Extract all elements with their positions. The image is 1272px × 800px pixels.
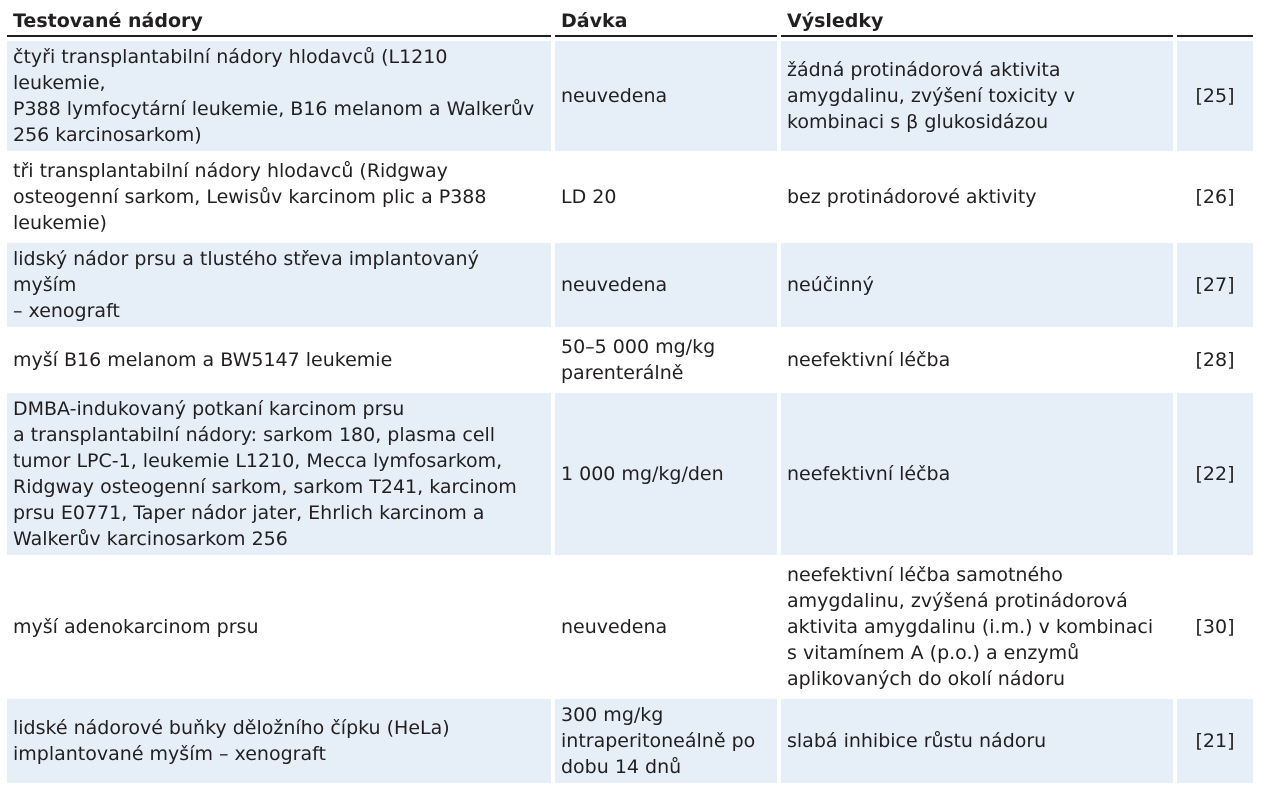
cell-reference: [26] [1195,186,1235,208]
cell-dose-line: 50–5 000 mg/kg [561,336,716,358]
cell-tested-tumors-line: osteogenní sarkom, Lewisův karcinom plic a P388 [13,186,487,208]
cell-tested-tumors-line: lidský nádor prsu a tlustého střeva implantovaný myším [13,248,479,296]
table-row [7,699,1253,783]
cell-tested-tumors-line: P388 lymfocytární leukemie, B16 melanom a Walkerův [13,98,535,120]
cell-reference: [30] [1195,616,1235,638]
cell-tested-tumors-line: myší adenokarcinom prsu [13,616,259,638]
cell-results-line: amygdalinu, zvýšení toxicity v [787,85,1076,107]
cell-dose [555,155,777,239]
cell-tested-tumors-line: a transplantabilní nádory: sarkom 180, plasma cell [13,424,496,446]
cell-tested-tumors [7,331,551,389]
cell-tested-tumors [7,559,551,695]
cell-dose-line: intraperitoneálně po [561,730,756,752]
cell-tested-tumors-line: 256 karcinosarkom) [13,124,202,146]
cell-tested-tumors [7,41,551,151]
cell-tested-tumors-line: – xenograft [13,300,120,322]
cell-tested-tumors [7,393,551,555]
cell-reference: [21] [1177,699,1253,783]
cell-results-line: žádná protinádorová aktivita [787,59,1061,81]
cell-tested-tumors-line: prsu E0771, Taper nádor jater, Ehrlich karcinom a [13,502,485,524]
cell-results-line: kombinaci s β glukosidázou [787,111,1049,133]
cell-results [781,699,1173,783]
cell-dose-line: dobu 14 dnů [561,756,682,778]
cell-results-line: slabá inhibice růstu nádoru [787,730,1047,752]
cell-tested-tumors-line: lidské nádorové buňky děložního čípku (HeLa) [13,717,450,739]
cell-tested-tumors [7,243,551,327]
table-header-row [7,7,1253,37]
cell-tested-tumors [7,155,551,239]
table-row [7,243,1253,327]
cell-results-line: neefektivní léčba [787,463,951,485]
header-results: Výsledky [781,7,1173,37]
cell-results-line: neefektivní léčba samotného [787,564,1063,586]
results-table [3,3,1257,787]
table-row [7,155,1253,239]
cell-tested-tumors-line: tumor LPC-1, leukemie L1210, Mecca lymfosarkom, [13,450,503,472]
table-row [7,393,1253,555]
cell-results [781,155,1173,239]
cell-results-line: neefektivní léčba [787,349,951,371]
cell-tested-tumors-line: myší B16 melanom a BW5147 leukemie [13,349,393,371]
cell-tested-tumors-line: leukemie) [13,212,107,234]
table-row [7,41,1253,151]
cell-dose-line: 1 000 mg/kg/den [561,463,724,485]
cell-dose-line: neuvedena [561,274,668,296]
cell-results [781,243,1173,327]
cell-dose-line: neuvedena [561,85,668,107]
cell-tested-tumors-line: Ridgway osteogenní sarkom, sarkom T241, karcinom [13,476,517,498]
cell-tested-tumors-line: čtyři transplantabilní nádory hlodavců (L1210 leukemie, [13,46,448,94]
cell-reference: [27] [1177,243,1253,327]
cell-tested-tumors-line: tři transplantabilní nádory hlodavců (Ridgway [13,160,448,182]
cell-results-line: bez protinádorové aktivity [787,186,1037,208]
cell-results-line: s vitamínem A (p.o.) a enzymů [787,642,1080,664]
table-row [7,559,1253,695]
cell-reference: [25] [1177,41,1253,151]
cell-dose [555,331,777,389]
cell-tested-tumors-line: Walkerův karcinosarkom 256 [13,528,288,550]
header-dose: Dávka [555,7,777,37]
cell-dose [555,243,777,327]
cell-results [781,393,1173,555]
cell-dose-line: LD 20 [561,186,617,208]
cell-dose [555,559,777,695]
cell-dose [555,41,777,151]
cell-results [781,559,1173,695]
cell-tested-tumors-line: implantované myším – xenograft [13,743,326,765]
cell-results-line: aktivita amygdalinu (i.m.) v kombinaci [787,616,1154,638]
header-tested-tumors: Testované nádory [7,7,551,37]
cell-dose [555,699,777,783]
cell-dose-line: parenterálně [561,362,684,384]
cell-reference: [28] [1195,349,1235,371]
cell-dose-line: neuvedena [561,616,668,638]
table-row [7,331,1253,389]
header-reference [1177,7,1253,37]
cell-tested-tumors [7,699,551,783]
cell-tested-tumors-line: DMBA-indukovaný potkaní karcinom prsu [13,398,405,420]
cell-dose [555,393,777,555]
cell-results-line: amygdalinu, zvýšená protinádorová [787,590,1128,612]
cell-dose-line: 300 mg/kg [561,704,664,726]
cell-results [781,41,1173,151]
cell-reference: [22] [1177,393,1253,555]
cell-results-line: aplikovaných do okolí nádoru [787,668,1066,690]
cell-results-line: neúčinný [787,274,874,296]
table-body [7,41,1253,783]
cell-results [781,331,1173,389]
